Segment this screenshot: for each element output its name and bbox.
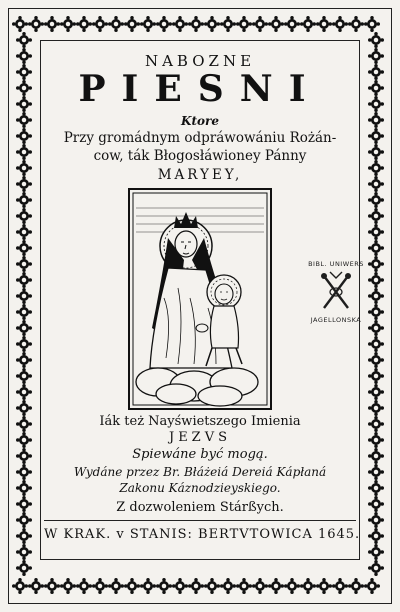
text-pozwoleniem: Z dozwoleniem Stárßych. <box>116 500 284 515</box>
madonna-woodcut <box>128 188 272 410</box>
text-spiewane: Spiewáne być mogą. <box>132 447 268 462</box>
title-nabozne: NABOZNE <box>144 52 256 70</box>
stamp-bottom-text: JAGELLONSKA <box>310 316 362 324</box>
text-jezus: JEZVS <box>168 430 232 445</box>
subtitle-ktore: Ktore <box>181 114 219 128</box>
stamp-top-text: BIBL. UNIWERS <box>308 260 364 268</box>
subtitle-line-2: cow, ták Błogosłáwioney Pánny <box>93 148 307 164</box>
title-piesni: PIESNI <box>78 68 322 110</box>
text-wydane: Wydáne przez Br. Błáżeiá Dereiá Kápłaná <box>73 465 327 479</box>
text-zakonu: Zakonu Káznodzieyskiego. <box>119 481 281 495</box>
library-stamp <box>303 250 369 330</box>
text-jak-tez: Iák też Nayświetszego Imienia <box>99 414 301 429</box>
imprint-line: W KRAK. v STANIS: BERTVTOWICA 1645. <box>44 527 361 542</box>
subtitle-maryey: MARYEY, <box>157 167 243 183</box>
crossed-sceptres-icon <box>316 270 356 314</box>
subtitle-line-1: Przy gromádnym odpráwowániu Rożán- <box>63 130 337 146</box>
library-stamp-ring <box>303 250 369 330</box>
imprint-rule <box>44 520 356 521</box>
